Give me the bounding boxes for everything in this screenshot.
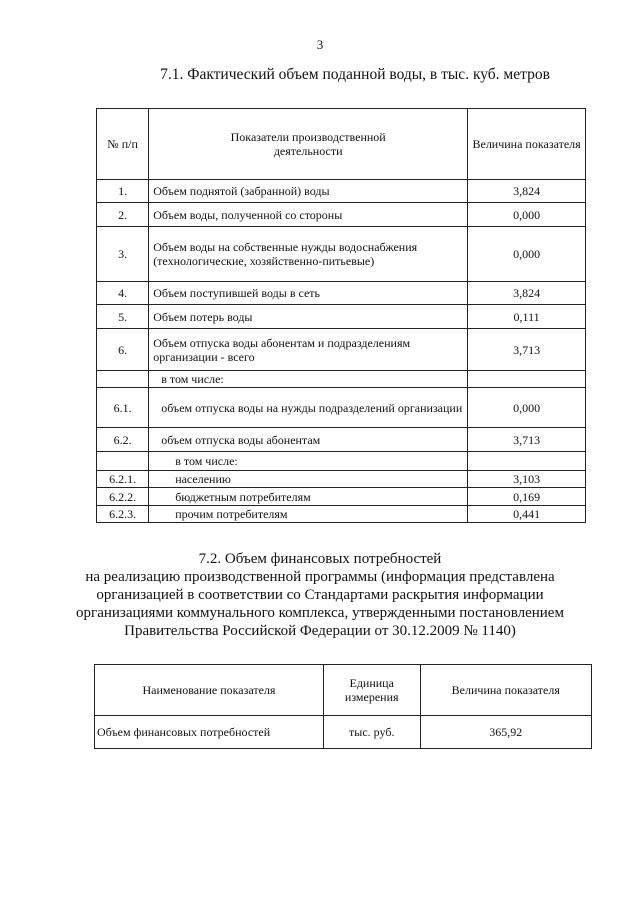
row-label: Объем воды на собственные нужды водоснабжения (технологические, хозяйственно-питьевые) (149, 227, 468, 282)
table-row (97, 488, 586, 506)
row-label: Объем поднятой (забранной) воды (149, 180, 468, 203)
section-2-title (0, 550, 640, 640)
row-num: 6.2. (97, 428, 149, 452)
table-row (97, 203, 586, 227)
header-indicator (149, 109, 468, 180)
row-num (97, 452, 149, 471)
table-row (97, 428, 586, 452)
financial-needs-table (94, 664, 592, 749)
row-value: 0,000 (468, 227, 586, 282)
row-num: 4. (97, 282, 149, 305)
table-row (97, 180, 586, 203)
header-value: Величина показателя (420, 665, 591, 716)
table-row (97, 506, 586, 523)
table-row (97, 227, 586, 282)
table-header-row (97, 109, 586, 180)
table-header-row (95, 665, 592, 716)
row-value (468, 452, 586, 471)
row-label: Объем отпуска воды абонентам и подразделениям организации - всего (149, 329, 468, 371)
row-label: Объем воды, полученной со стороны (149, 203, 468, 227)
row-num: 1. (97, 180, 149, 203)
row-unit: тыс. руб. (323, 716, 420, 749)
row-num: 6. (97, 329, 149, 371)
row-value: 3,103 (468, 471, 586, 488)
header-unit (323, 665, 420, 716)
row-value (468, 371, 586, 388)
water-volume-table (96, 108, 586, 523)
row-value: 0,111 (468, 305, 586, 329)
row-num: 6.1. (97, 388, 149, 428)
row-label: объем отпуска воды абонентам (149, 428, 468, 452)
table-row (97, 329, 586, 371)
table-row (97, 371, 586, 388)
row-label: бюджетным потребителям (149, 488, 468, 506)
section-2-title-line: на реализацию производственной программы (информация представлена (85, 569, 555, 585)
section-2-title-line: организацией в соответствии со Стандартами раскрытия информации (96, 587, 544, 603)
row-value: 0,000 (468, 203, 586, 227)
row-num: 6.2.2. (97, 488, 149, 506)
header-num: № п/п (97, 109, 149, 180)
row-label: объем отпуска воды на нужды подразделений организации (149, 388, 468, 428)
row-value: 365,92 (420, 716, 591, 749)
section-2-title-line: 7.2. Объем финансовых потребностей (198, 551, 442, 567)
row-label: прочим потребителям (149, 506, 468, 523)
table-row (97, 305, 586, 329)
row-value: 0,441 (468, 506, 586, 523)
row-label: в том числе: (149, 371, 468, 388)
table-row (95, 716, 592, 749)
table-row (97, 388, 586, 428)
row-value: 0,169 (468, 488, 586, 506)
row-label: населению (149, 471, 468, 488)
row-num: 3. (97, 227, 149, 282)
header-name: Наименование показателя (95, 665, 324, 716)
row-num: 6.2.3. (97, 506, 149, 523)
table-row (97, 282, 586, 305)
row-label: в том числе: (149, 452, 468, 471)
row-label: Объем поступившей воды в сеть (149, 282, 468, 305)
section-2-title-line: Правительства Российской Федерации от 30.12.2009 № 1140) (124, 623, 516, 639)
row-value: 3,824 (468, 180, 586, 203)
row-label: Объем потерь воды (149, 305, 468, 329)
row-value: 3,824 (468, 282, 586, 305)
row-name: Объем финансовых потребностей (95, 716, 324, 749)
row-num (97, 371, 149, 388)
header-value: Величина показателя (468, 109, 586, 180)
table-row (97, 471, 586, 488)
row-num: 6.2.1. (97, 471, 149, 488)
table-row (97, 452, 586, 471)
header-indicator-text: Показатели производственной деятельности (230, 130, 386, 158)
section-2-title-line: организациями коммунального комплекса, утвержденными постановлением (76, 605, 564, 621)
section-1-title: 7.1. Фактический объем поданной воды, в тыс. куб. метров (160, 66, 550, 83)
row-value: 3,713 (468, 329, 586, 371)
row-value: 3,713 (468, 428, 586, 452)
row-value: 0,000 (468, 388, 586, 428)
page-number: 3 (316, 37, 324, 52)
row-num: 5. (97, 305, 149, 329)
header-unit-text: Единица измерения (344, 676, 399, 704)
row-num: 2. (97, 203, 149, 227)
